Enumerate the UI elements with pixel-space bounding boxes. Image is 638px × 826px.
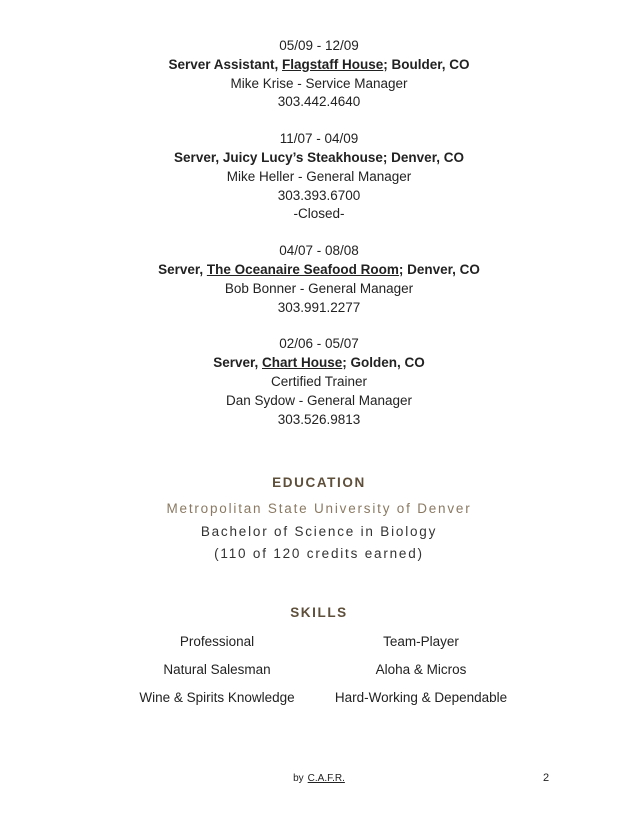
page-number: 2 [543,772,550,784]
job-dates: 05/09 - 12/09 [279,38,359,53]
skills-list [0,633,638,717]
skills-row [0,661,638,689]
skill-item: Team-Player [383,634,459,649]
job-title: Server, The Oceanaire Seafood Room; Denver, CO [158,261,480,277]
job-entry [0,37,638,112]
skill-item: Aloha & Micros [375,662,467,677]
job-title: Server Assistant, Flagstaff House; Boulder, CO [168,56,470,72]
author-link[interactable]: C.A.F.R. [307,773,345,784]
job-detail: Mike Heller - General Manager [226,168,412,184]
job-phone: 303.991.2277 [277,299,361,315]
job-title: Server, Chart House; Golden, CO [213,355,425,371]
job-detail: Dan Sydow - General Manager [225,392,413,408]
job-entry [0,335,638,429]
job-dates: 04/07 - 08/08 [279,243,359,259]
job-phone: 303.393.6700 [277,187,361,203]
education-heading: EDUCATION [272,475,366,490]
employer-name: Juicy Lucy’s Steakhouse [222,149,383,165]
skills-row [0,689,638,717]
degree: Bachelor of Science in Biology [200,523,438,539]
skill-item: Wine & Spirits Knowledge [139,690,295,705]
job-note: -Closed- [293,206,345,222]
job-dates: 02/06 - 05/07 [279,336,359,352]
credits-note: (110 of 120 credits earned) [214,546,424,561]
job-dates: 11/07 - 04/09 [279,131,359,147]
job-detail: Certified Trainer [270,373,368,389]
job-title: Server, Juicy Lucy’s Steakhouse; Denver, CO [174,149,464,165]
job-entry [0,242,638,317]
employer-link[interactable]: Flagstaff House [282,56,384,72]
skills-heading: SKILLS [290,605,348,620]
skill-item: Natural Salesman [163,662,271,677]
job-entry [0,130,638,224]
employer-link[interactable]: The Oceanaire Seafood Room [206,261,399,277]
skill-item: Hard-Working & Dependable [334,690,508,705]
job-detail: Bob Bonner - General Manager [224,280,414,296]
skill-item: Professional [179,634,255,649]
skills-row [0,633,638,661]
job-detail: Mike Krise - Service Manager [230,75,408,91]
work-history [0,37,638,447]
footer-credit: by C.A.F.R. [293,773,345,784]
job-phone: 303.526.9813 [277,411,361,427]
education-section [0,498,638,566]
job-phone: 303.442.4640 [277,94,361,110]
school-name: Metropolitan State University of Denver [166,501,472,516]
employer-link[interactable]: Chart House [262,355,343,371]
